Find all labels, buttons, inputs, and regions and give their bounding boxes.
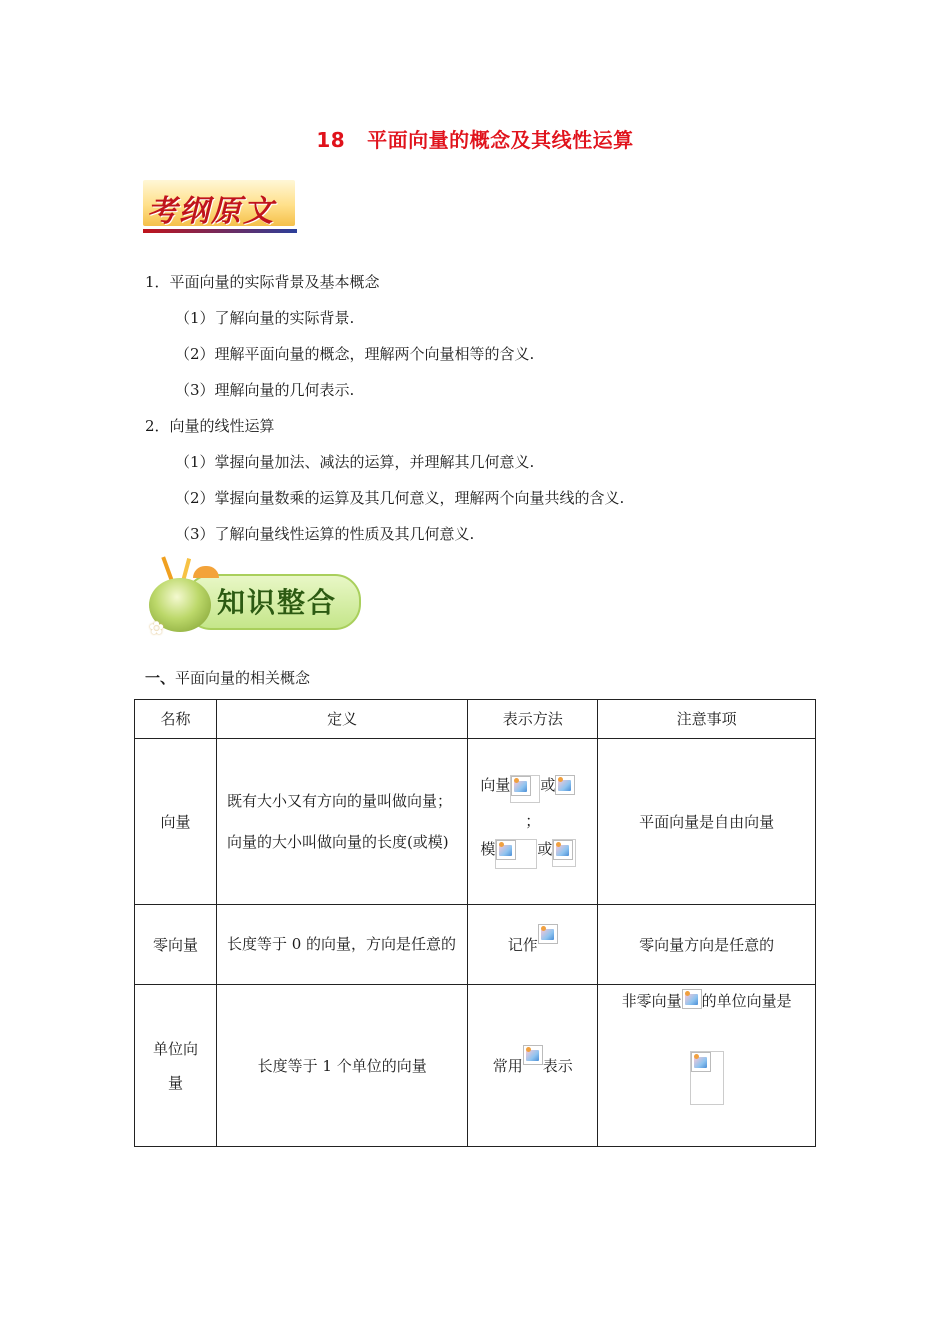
repr-or-2: 或 [537, 839, 553, 858]
header-notes: 注意事项 [598, 700, 816, 739]
outline-item-1-sub-2: （2）理解平面向量的概念，理解两个向量相等的含义. [175, 345, 535, 363]
table-row [135, 985, 816, 1147]
image-placeholder-icon [682, 989, 702, 1009]
unit-vector-image [690, 1051, 724, 1105]
image-placeholder-icon [511, 776, 531, 796]
repr-magnitude-label: 模 [480, 839, 496, 858]
header-representation: 表示方法 [468, 700, 598, 739]
image-placeholder-icon [496, 840, 516, 860]
image-placeholder-icon [538, 924, 558, 944]
repr-unit-label-a: 常用 [492, 1056, 523, 1075]
table-row [135, 905, 816, 985]
title-text: 平面向量的概念及其线性运算 [367, 128, 634, 152]
table-row [135, 739, 816, 905]
knowledge-banner-text: 知识整合 [217, 586, 338, 619]
row-note: 零向量方向是任意的 [598, 905, 816, 985]
flower-icon: ✿ [149, 618, 165, 639]
outline-banner [143, 180, 298, 236]
magnitude-image-2 [552, 839, 576, 867]
row-note: 平面向量是自由向量 [598, 739, 816, 905]
header-name: 名称 [135, 700, 217, 739]
section-title: 平面向量的相关概念 [175, 669, 311, 687]
row-representation [468, 905, 598, 985]
title-number: 18 [316, 128, 346, 152]
outline-item-2-sub-3: （3）了解向量线性运算的性质及其几何意义. [175, 525, 475, 543]
section-heading [145, 667, 310, 688]
concept-table [134, 699, 816, 1147]
outline-banner-text: 考纲原文 [147, 194, 275, 229]
umbrella-icon [193, 566, 219, 578]
outline-item-1: 1．平面向量的实际背景及基本概念 [145, 273, 380, 291]
repr-vector-label: 向量 [480, 775, 511, 794]
row-definition: 既有大小又有方向的量叫做向量；向量的大小叫做向量的长度(或模) [216, 739, 467, 905]
row-name: 向量 [135, 739, 217, 905]
outline-item-1-sub-3: （3）理解向量的几何表示. [175, 381, 355, 399]
row-definition: 长度等于 0 的向量，方向是任意的 [216, 905, 467, 985]
magnitude-image [495, 839, 537, 869]
repr-unit-label-b: 表示 [542, 1056, 573, 1075]
row-name-text: 单位向量 [152, 1039, 198, 1092]
knowledge-banner [145, 556, 360, 642]
vector-image [510, 775, 540, 803]
row-representation [468, 985, 598, 1147]
image-placeholder-icon [691, 1052, 711, 1072]
outline-item-2-sub-2: （2）掌握向量数乘的运算及其几何意义，理解两个向量共线的含义. [175, 489, 625, 507]
image-placeholder-icon [553, 840, 573, 860]
row-note [598, 985, 816, 1147]
outline-item-2-sub-1: （1）掌握向量加法、减法的运算，并理解其几何意义. [175, 453, 535, 471]
table-header-row [135, 700, 816, 739]
header-definition: 定义 [216, 700, 467, 739]
repr-or-1: 或 [540, 775, 556, 794]
outline-banner-underline [143, 229, 297, 233]
note-nonzero: 非零向量 [621, 992, 682, 1010]
repr-zero-label: 记作 [507, 935, 538, 954]
outline-item-1-sub-1: （1）了解向量的实际背景. [175, 309, 355, 327]
row-name [135, 985, 217, 1147]
repr-semicolon: ； [525, 811, 541, 830]
row-definition: 长度等于 1 个单位的向量 [216, 985, 467, 1147]
section-prefix: 一、 [145, 669, 176, 687]
image-placeholder-icon [523, 1045, 543, 1065]
page-title [0, 124, 950, 153]
note-unit-vector: 的单位向量是 [701, 992, 792, 1010]
image-placeholder-icon [555, 775, 575, 795]
outline-item-2: 2．向量的线性运算 [145, 417, 275, 435]
row-name: 零向量 [135, 905, 217, 985]
row-representation [468, 739, 598, 905]
